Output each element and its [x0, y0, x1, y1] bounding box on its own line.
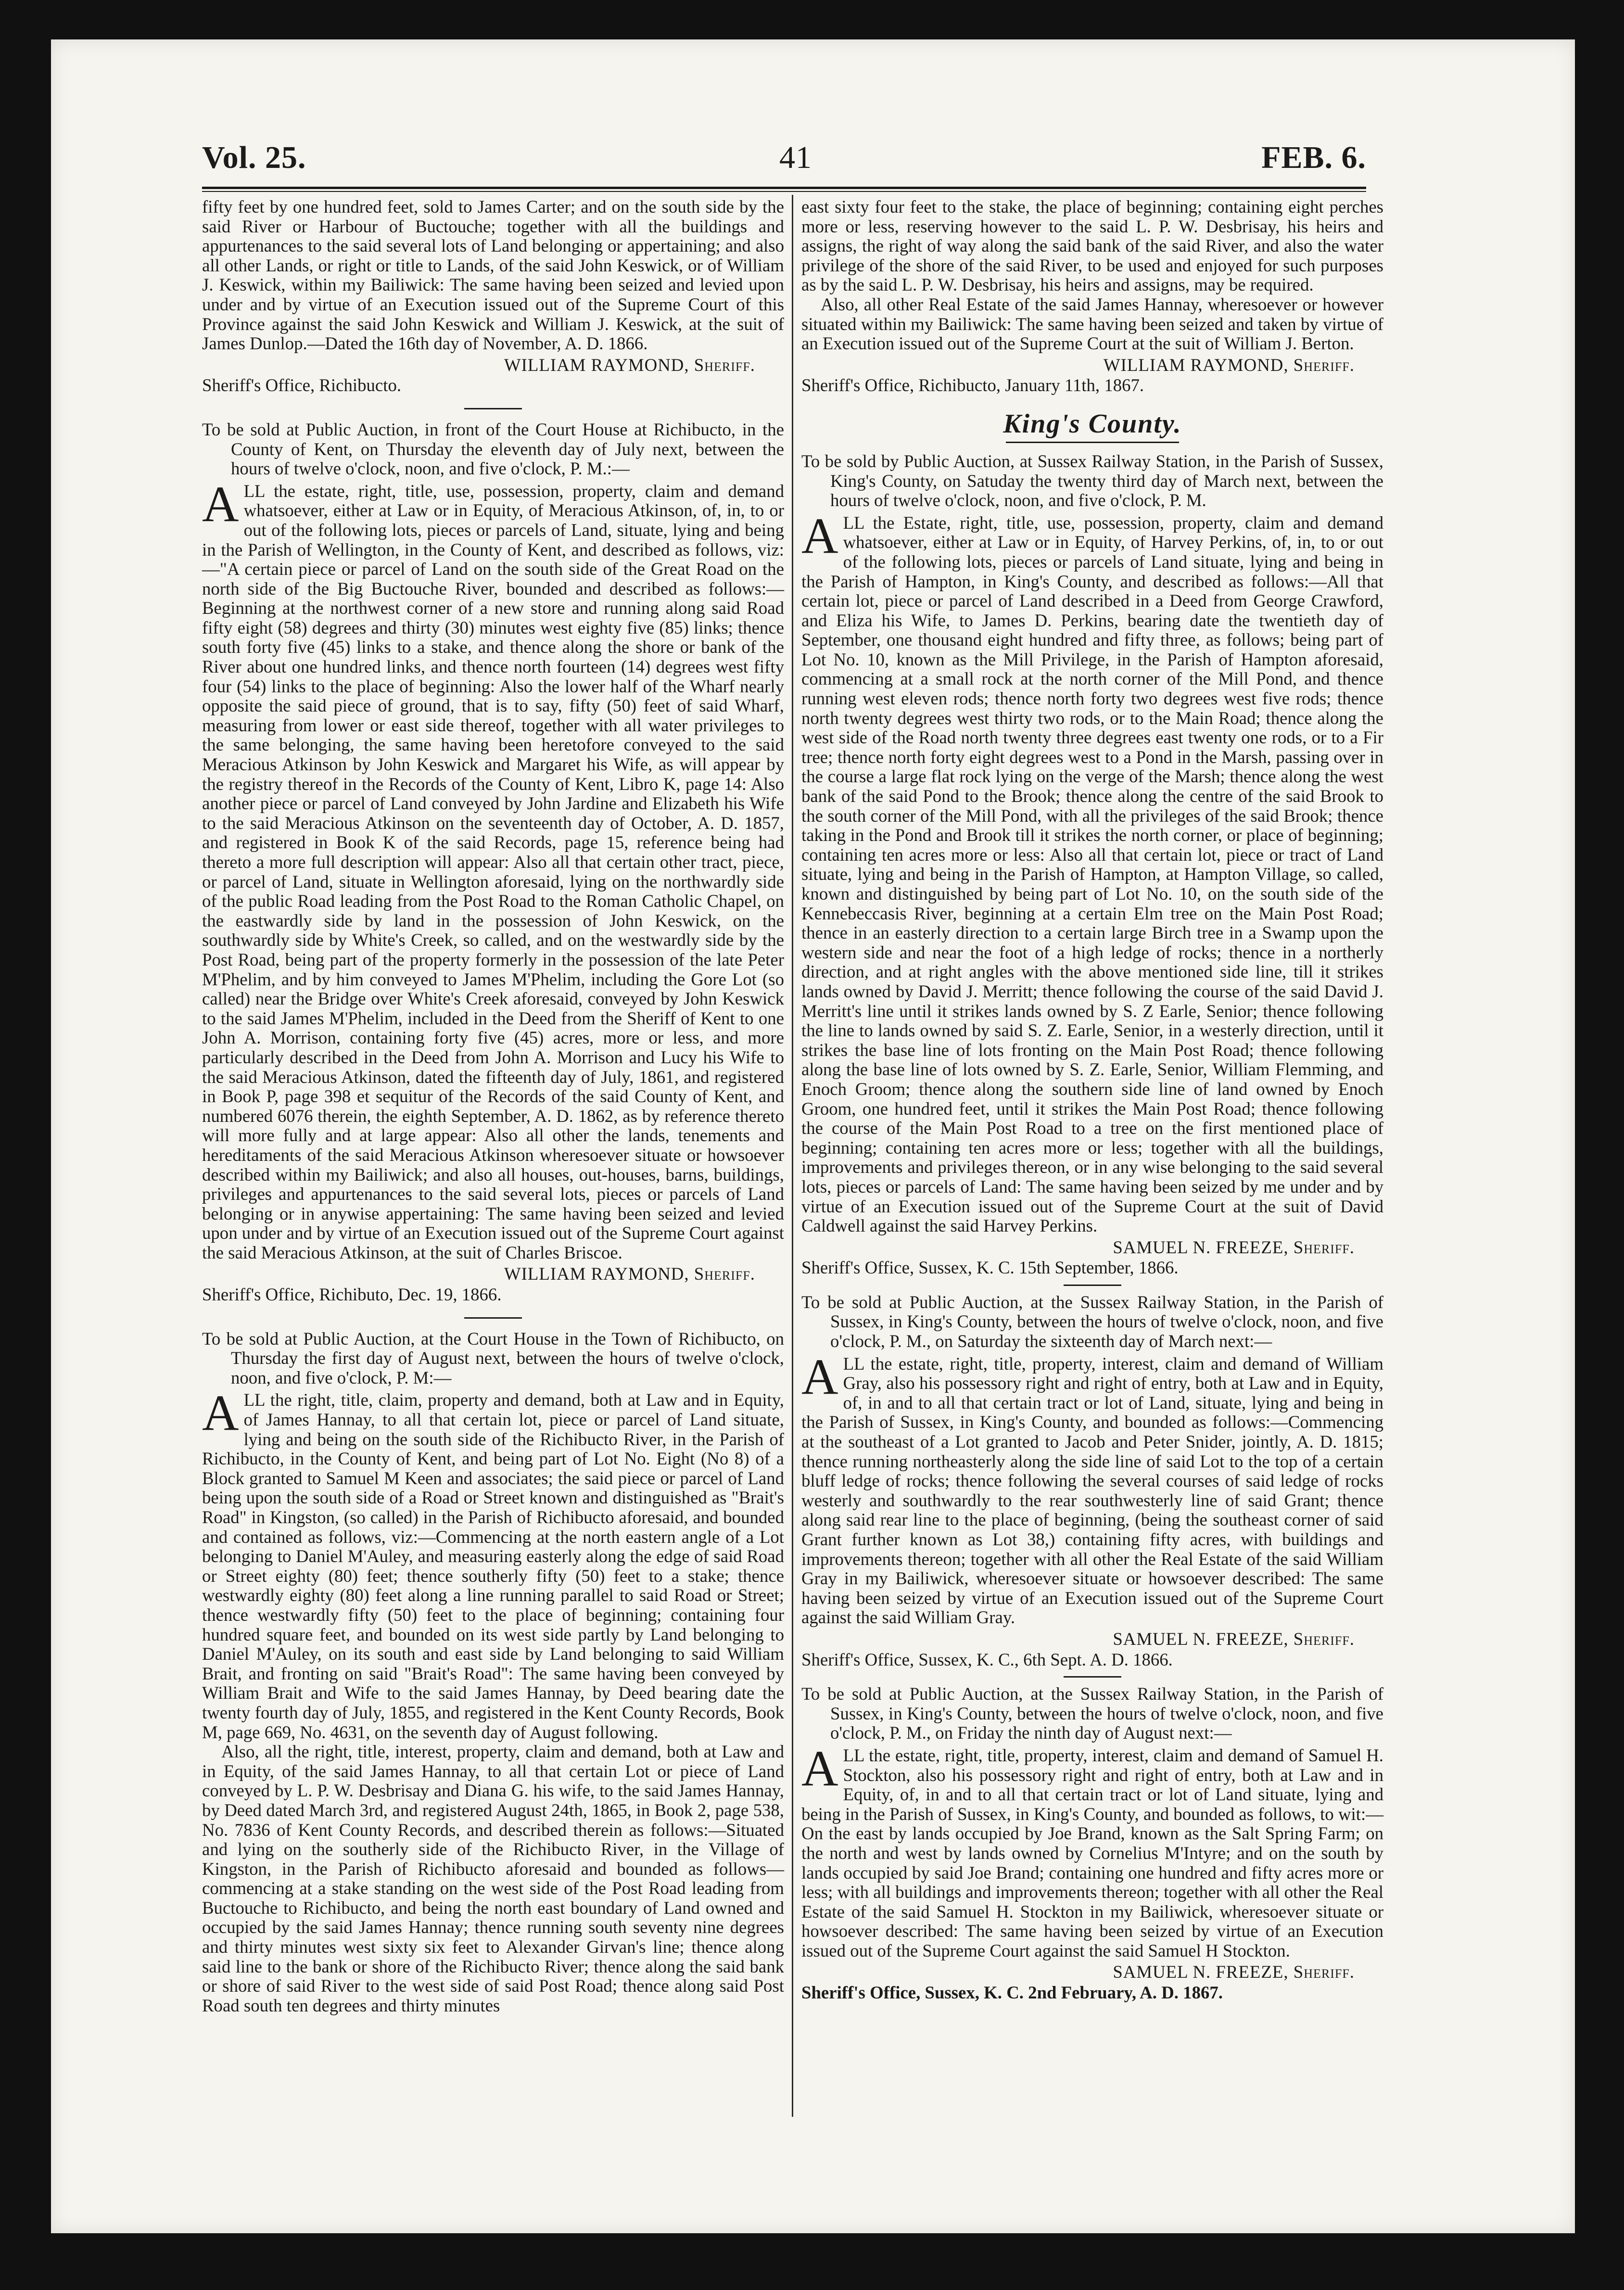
notice-body-text: LL the estate, right, title, use, possession, property, claim and demand whatsoever, either at Law or in Equity, of Meracious Atkinson, of, in, to or out of the following lots, pieces or parcels of Land, situate, lying and being in the Parish of Wellington, in the County of Kent, and described as follows, viz:—"A certain piece or parcel of Land on the south side of the Great Road on the north side of the Big Buctouche River, bounded and described as follows:—Beginning at the northwest corner of a new store and running along said Road fifty eight (58) degrees and thirty (30) minutes west eighty five (85) links; thence south forty five (45) links to a stake, and thence along the shore or bank of the River about one hundred links, and thence north fourteen (14) degrees west fifty four (54) links to the place of beginning: Also the lower half of the Wharf nearly opposite the said piece of ground, that is to say, fifty (50) feet of said Wharf, measuring from lower or east side thereof, together with all water privileges to the same belonging, the same having been heretofore conveyed to the said Meracious Atkinson by John Keswick and Margaret his Wife, as will appear by the registry thereof in the Records of the County of Kent, Libro K, page 14: Also another piece or parcel of Land conveyed by John Jardine and Elizabeth his Wife to the said Meracious Atkinson on the seventeenth day of October, A. D. 1857, and registered in Book K of the said Records, page 15, reference being had thereto a more full description will appear: Also all that certain other tract, piece, or parcel of Land, situate in Wellington aforesaid, lying on the northwardly side of the public Road leading from the Post Road to the Roman Catholic Chapel, on the eastwardly side by land in the possession of John Keswick, on the southwardly side by White's Creek, so called, and on the westwardly side by the Post Road, being part of the property formerly in the possession of the late Peter M'Phelim, and by him conveyed to James M'Phelim, including the Gore Lot (so called) near the Bridge over White's Creek aforesaid, conveyed by John Keswick to the said James M'Phelim, included in the Deed from the Sheriff of Kent to one John A. Morrison, containing forty five (45) acres, more or less, and more particularly described in the Deed from John A. Morrison and Lucy his Wife to the said Meracious Atkinson, dated the fifteenth day of July, 1861, and registered in Book P, page 398 et sequitur of the Records of the said County of Kent, and numbered 6076 therein, the eighth September, A. D. 1862, as by reference thereto will more fully and at large appear: Also all other the lands, tenements and hereditaments of the said Meracious Atkinson wheresoever situate or howsoever described within my Bailiwick; and also all houses, out-houses, barns, buildings, privileges and appurtenances to the said several lots, pieces or parcels of Land belonging or in anywise appertaining: The same having been seized and levied upon under and by virtue of an Execution issued out of the Supreme Court against the said Meracious Atkinson, at the suit of Charles Briscoe. — [202, 481, 784, 1262]
page-number: 41 — [779, 140, 812, 175]
sheriff-signature: WILLIAM RAYMOND, Sheriff. — [1103, 355, 1355, 375]
continued-notice-text-2: Also, all other Real Estate of the said James Hannay, wheresoever or however situated within my Bailiwick: The same having been seized and taken by virtue of an Execution issued out of the Supreme Court at the suit of William J. Berton. — [801, 294, 1383, 354]
drop-cap: A — [801, 1740, 838, 1796]
left-column — [202, 197, 784, 2015]
notice-body-text: LL the right, title, claim, property and demand, both at Law and in Equity, of James Hannay, to all that certain lot, piece or parcel of Land situate, lying and being on the south side of the Richibucto River, in the Parish of Richibucto, in the County of Kent, and being part of Lot No. Eight (No 8) of a Block granted to Samuel M Keen and associates; the said piece or parcel of Land being upon the south side of a Road or Street known and distinguished as "Brait's Road" in Kingston, (so called) in the Parish of Richibucto aforesaid, and bounded and contained as follows, viz:—Commencing at the north eastern angle of a Lot belonging to Daniel M'Auley, and measuring easterly along the edge of said Road or Street eighty (80) feet; thence southerly fifty (50) feet to a stake; thence westwardly eighty (80) feet along a line running parallel to said Road or Street; thence westwardly fifty (50) feet to the place of beginning; containing four hundred square feet, and bounded on its west side partly by Land belonging to Daniel M'Auley, on its south and east side by Land belonging to said William Brait, and fronting on said "Brait's Road": The same having been conveyed by William Brait and Wife to the said James Hannay, by Deed bearing date the twenty fourth day of July, 1855, and registered in the Kent County Records, Book M, page 669, No. 4631, on the seventh day of August following. — [202, 1390, 784, 1742]
notice-body-continued: Also, all the right, title, interest, property, claim and demand, both at Law and in Equity, of the said James Hannay, to all that certain Lot or piece of Land conveyed by L. P. W. Desbrisay and Diana G. his wife, to the said James Hannay, by Deed dated March 3rd, and registered August 24th, 1865, in Book 2, page 538, No. 7836 of Kent County Records, and described therein as follows:—Situated and lying on the southerly side of the Richibucto River, in the Village of Kingston, in the Parish of Richibucto aforesaid and bounded as follows—commencing at a stake standing on the west side of the Post Road leading from Buctouche to Richibucto, and being the north east boundary of Land owned and occupied by the said James Hannay; thence running south seventy nine degrees and thirty minutes west sixty six feet to Alexander Girvan's line; thence along said line to the bank or shore of the Richibucto River; thence along the said bank or shore of said River to the west side of said Post Road; thence along said Post Road south ten degrees and thirty minutes — [202, 1742, 784, 2015]
right-column — [801, 197, 1383, 2003]
sheriff-signature: SAMUEL N. FREEZE, Sheriff. — [1113, 1962, 1355, 1982]
notice-intro: To be sold at Public Auction, in front of the Court House at Richibucto, in the County of Kent, on Thursday the eleventh day of July next, between the hours of twelve o'clock, noon, and five o'clock, P. M.:— — [202, 419, 784, 479]
volume-label: Vol. 25. — [202, 140, 306, 175]
issue-date: FEB. 6. — [1261, 140, 1366, 175]
notice-body-text: LL the estate, right, title, property, interest, claim and demand of Samuel H. Stockton, also his possessory right and right of entry, both at Law and in Equity, of, in and to all that certain tract or lot of Land situate, lying and being in the Parish of Sussex, in King's County, and bounded as follows, to wit:—On the east by lands occupied by Joe Brand, known as the Salt Spring Farm; on the north and west by lands owned by Cornelius M'Intyre; and on the south by lands occupied by said Joe Brand; containing one hundred and fifty acres more or less; with all buildings and improvements thereon; together with all other the Real Estate of the said Samuel H. Stockton in my Bailiwick, wheresoever situate or howsoever described: The same having been seized by virtue of an Execution issued out of the Supreme Court against the said Samuel H Stockton. — [801, 1745, 1383, 1960]
section-heading-rule — [1006, 442, 1179, 443]
notice-body — [202, 475, 784, 1263]
notice-body — [801, 507, 1383, 1236]
notice-body — [801, 1740, 1383, 1961]
sheriff-office-line: Sheriff's Office, Sussex, K. C. 15th September, 1866. — [801, 1258, 1179, 1278]
sheriff-signature: SAMUEL N. FREEZE, Sheriff. — [1113, 1628, 1355, 1649]
sheriff-signature: WILLIAM RAYMOND, Sheriff. — [504, 355, 755, 375]
notice-intro: To be sold at Public Auction, at the Court House in the Town of Richibucto, on Thursday the first day of August next, between the hours of twelve o'clock, noon, and five o'clock, P. M:— — [202, 1328, 784, 1387]
continued-notice-text: east sixty four feet to the stake, the place of beginning; containing eight perches more or less, reserving however to the said L. P. W. Desbrisay, his heirs and assigns, the right of way along the said bank of the said River, and also the water privilege of the shore of the said River, to be used and enjoyed for such purposes as by the said L. P. W. Desbrisay, his heirs and assigns, may be required. — [801, 197, 1383, 295]
notice-separator — [1064, 1285, 1121, 1286]
notice-separator — [464, 1317, 522, 1319]
header-rule — [202, 187, 1366, 189]
notice-intro: To be sold at Public Auction, at the Sussex Railway Station, in the Parish of Sussex, in King's County, between the hours of twelve o'clock, noon, and five o'clock, P. M., on Saturday the sixteenth day of March next:— — [801, 1292, 1383, 1351]
drop-cap: A — [801, 507, 838, 564]
notice-body-text: LL the estate, right, title, property, interest, claim and demand of William Gray, also his possessory right and right of entry, both at Law and in Equity, of, in and to all that certain tract or lot of Land, situate, lying and being in the Parish of Sussex, in King's County, and bounded as follows:—Commencing at the southeast of a Lot granted to Jacob and Peter Snider, jointly, A. D. 1815; thence running northeasterly along the side line of said Lot to the top of a certain bluff ledge of rocks; thence following the several courses of said ledge of rocks westerly and southwardly to the rear southwesterly line of said Grant; thence along said rear line to the place of beginning, (being the southeast corner of said Grant further known as Lot 38,) containing fifty acres, with buildings and improvements thereon; together with all other the Real Estate of the said William Gray in my Bailiwick, wheresoever situate or howsoever described: The same having been seized by virtue of an Execution issued out of the Supreme Court against the said William Gray. — [801, 1353, 1383, 1628]
notice-intro: To be sold at Public Auction, at the Sussex Railway Station, in the Parish of Sussex, in King's County, between the hours of twelve o'clock, noon, and five o'clock, P. M., on Friday the ninth day of August next:— — [801, 1684, 1383, 1743]
notice-separator — [464, 408, 522, 409]
notice-separator — [1064, 1676, 1121, 1678]
drop-cap: A — [202, 475, 239, 532]
notice-body — [801, 1348, 1383, 1628]
drop-cap: A — [801, 1348, 838, 1405]
sheriff-office-line: Sheriff's Office, Richibucto, January 11th, 1867. — [801, 375, 1144, 395]
notice-body-text: LL the Estate, right, title, use, possession, property, claim and demand whatsoever, either at Law or in Equity, of Harvey Perkins, of, in, to or out of the following lots, pieces or parcels of Land situate, lying and being in the Parish of Hampton, in King's County, and described as follows:—All that certain lot, piece or parcel of Land described in a Deed from George Crawford, and Eliza his Wife, to James D. Perkins, bearing date the twentieth day of September, one thousand eight hundred and fifty three, as follows; being part of Lot No. 10, known as the Mill Privilege, in the Parish of Hampton aforesaid, commencing at a small rock at the north corner of the Mill Pond, and thence running west eleven rods; thence north forty two degrees west five rods; thence north twenty degrees west thirty two rods, or to the Main Road; thence along the west side of the Road north twenty three degrees east twenty one rods, or to a Fir tree; thence north forty eight degrees west to a Pond in the Marsh, passing over in the course a large flat rock lying on the verge of the Marsh; thence along the west bank of the said Pond to the Brook; thence along the centre of the said Brook to the south corner of the Mill Pond, with all the privileges of the said Brook; thence taking in the Pond and Brook till it strikes the north corner, or place of beginning; containing ten acres more or less: Also all that certain lot, piece or tract of Land situate, lying and being in the Parish of Hampton, at Hampton Village, so called, known and distinguished by being part of Lot No. 10, on the south side of the Kennebeccasis River, beginning at a certain Elm tree on the Main Post Road; thence in an easterly direction to a certain large Birch tree in a Swamp upon the western side and near the foot of a high ledge of rocks; thence in a northerly direction, and at right angles with the above mentioned side line, till it strikes lands owned by David J. Merritt; thence following the course of the said David J. Merritt's line until it strikes lands owned by S. Z Earle, Senior; thence following the line to lands owned by said S. Z. Earle, Senior, in a westerly direction, until it strikes the base line of lots fronting on the Main Post Road; thence following along the base line of lots owned by S. Z. Earle, Senior, William Flemming, and Enoch Groom; thence along the southern side line of land owned by Enoch Groom, one hundred feet, until it strikes the Main Post Road; thence following the course of the Main Post Road to a tree on the first mentioned place of beginning; containing ten acres more or less; together with all the buildings, improvements and privileges thereon, or in any wise belonging to the said several lots, pieces or parcels of Land: The same having been seized by me under and by virtue of an Execution issued out of the Supreme Court at the suit of David Caldwell against the said Harvey Perkins. — [801, 512, 1383, 1236]
sheriff-office-line: Sheriff's Office, Richibuto, Dec. 19, 1866. — [202, 1285, 502, 1305]
header-rule-thin — [202, 191, 1366, 192]
continued-notice-text: fifty feet by one hundred feet, sold to James Carter; and on the south side by the said River or Harbour of Buctouche; together with all the buildings and appurtenances to the said several lots of Land belonging or appertaining; and also all other Lands, or right or title to Lands, of the said John Keswick, or of William J. Keswick, within my Bailiwick: The same having been seized and levied upon under and by virtue of an Execution issued out of the Supreme Court of this Province against the said John Keswick and William J. Keswick, at the suit of James Dunlop.—Dated the 16th day of November, A. D. 1866. — [202, 197, 784, 354]
notice-body — [202, 1385, 784, 1742]
sheriff-signature: SAMUEL N. FREEZE, Sheriff. — [1113, 1237, 1355, 1257]
sheriff-office-line: Sheriff's Office, Sussex, K. C., 6th Sept. A. D. 1866. — [801, 1649, 1173, 1669]
drop-cap: A — [202, 1385, 239, 1441]
page-header — [202, 140, 1366, 183]
sheriff-office-line: Sheriff's Office, Sussex, K. C. 2nd February, A. D. 1867. — [801, 1983, 1223, 2003]
section-heading: King's County. — [1003, 408, 1182, 439]
notice-intro: To be sold by Public Auction, at Sussex Railway Station, in the Parish of Sussex, King's County, on Satuday the twenty third day of March next, between the hours of twelve o'clock, noon, and five o'clock, P. M. — [801, 451, 1383, 510]
sheriff-signature: WILLIAM RAYMOND, Sheriff. — [504, 1264, 755, 1284]
sheriff-office-line: Sheriff's Office, Richibucto. — [202, 375, 402, 395]
column-divider — [792, 195, 793, 2117]
